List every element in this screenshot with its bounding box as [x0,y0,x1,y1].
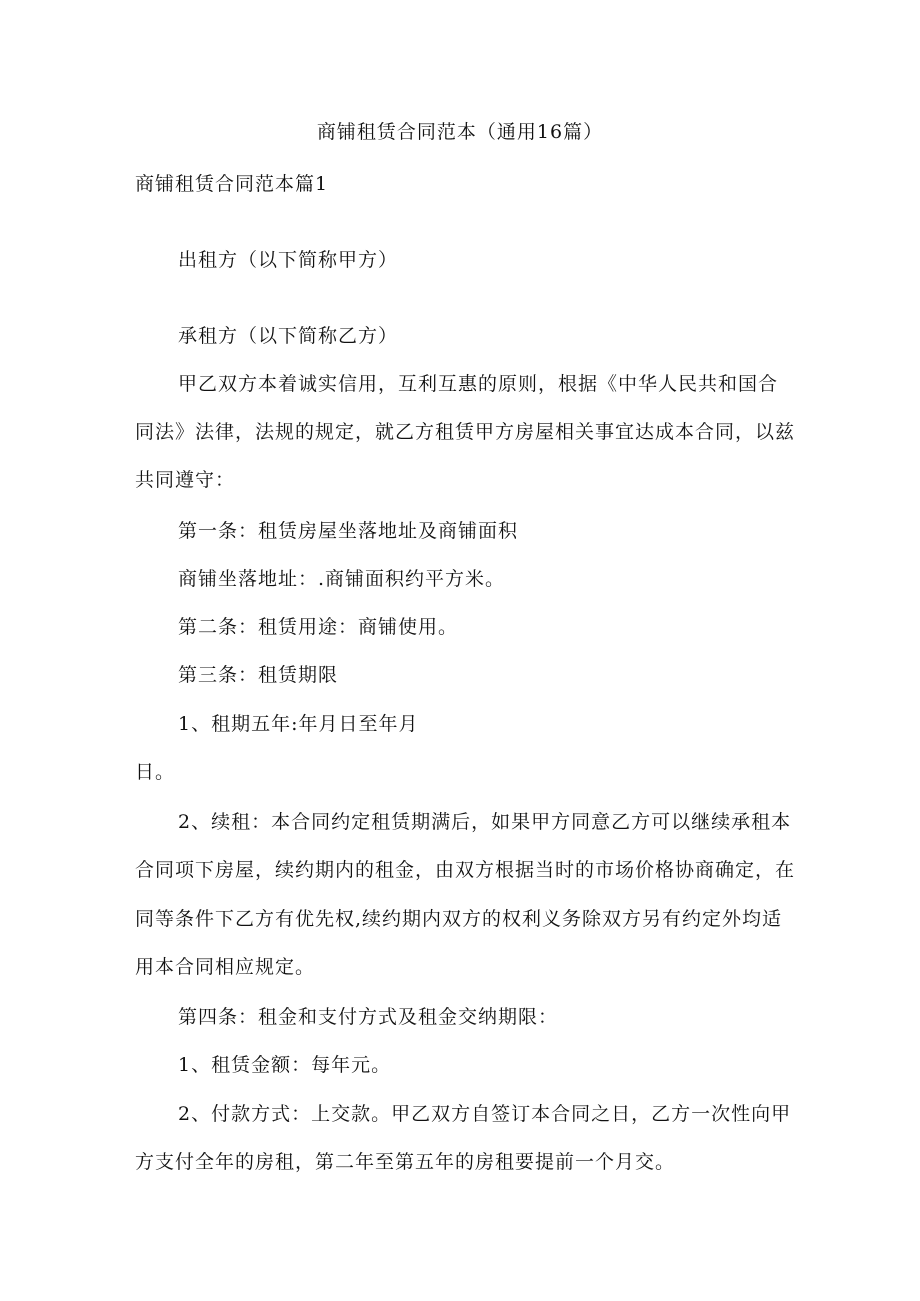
section-heading: 商铺租赁合同范本篇1 [135,173,329,195]
paragraph-line: 第一条：租赁房屋坐落地址及商铺面积 [178,520,519,542]
paragraph-line: 用本合同相应规定。 [135,956,316,978]
paragraph-line: 甲乙双方本着诚实信用，互利互惠的原则，根据《中华人民共和国合 [178,373,779,395]
paragraph-line: 出租方（以下简称甲方） [178,249,399,271]
paragraph-line: 同等条件下乙方有优先权,续约期内双方的权利义务除双方另有约定外均适 [135,908,783,930]
paragraph-line: 第三条：租赁期限 [178,664,339,686]
paragraph-line: 第四条：租金和支付方式及租金交纳期限： [178,1006,559,1028]
paragraph-line: 日。 [135,761,176,783]
paragraph-line: 承租方（以下简称乙方） [178,325,399,347]
paragraph-line: 1、租期五年:年月日至年月 [178,713,419,735]
paragraph-line: 2、付款方式：上交款。甲乙双方自签订本合同之日，乙方一次性向甲 [178,1103,792,1125]
paragraph-line: 2、续租：本合同约定租赁期满后，如果甲方同意乙方可以继续承租本 [178,811,792,833]
paragraph-line: 合同项下房屋，续约期内的租金，由双方根据当时的市场价格协商确定，在 [135,859,796,881]
paragraph-line: 同法》法律，法规的规定，就乙方租赁甲方房屋相关事宜达成本合同，以兹 [135,421,796,443]
paragraph-line: 方支付全年的房租，第二年至第五年的房租要提前一个月交。 [135,1151,676,1173]
document-title: 商铺租赁合同范本（通用16篇） [316,121,604,143]
paragraph-line: 1、租赁金额：每年元。 [178,1054,392,1076]
paragraph-line: 第二条：租赁用途：商铺使用。 [178,616,459,638]
paragraph-line: 共同遵守： [135,469,236,491]
paragraph-line: 商铺坐落地址：.商铺面积约平方米。 [178,568,506,590]
